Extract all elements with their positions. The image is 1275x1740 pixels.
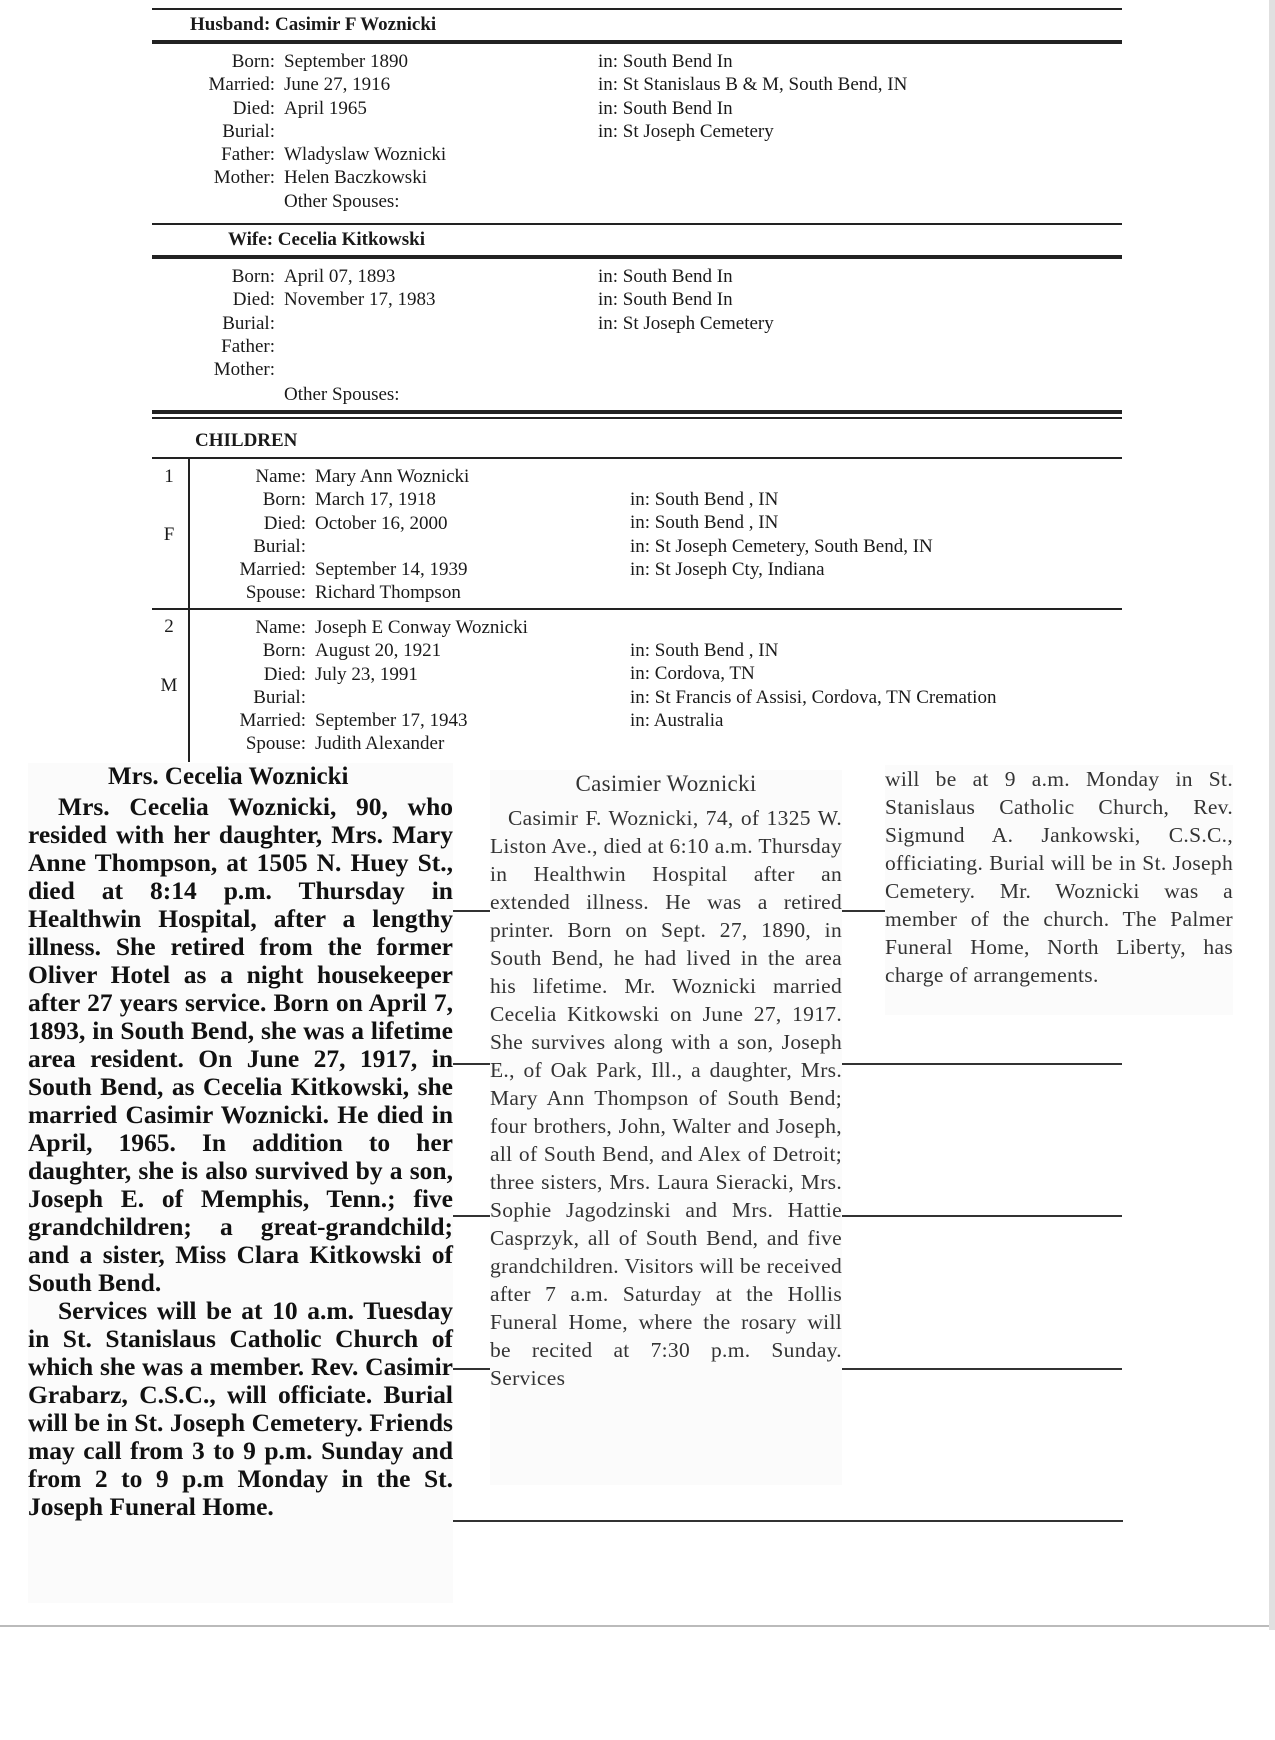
obituary-title: Mrs. Cecelia Woznicki — [108, 763, 349, 790]
husband-father: Wladyslaw Woznicki — [284, 144, 447, 166]
obituary-clipping-cecelia — [28, 763, 453, 1603]
connector-line — [453, 1063, 490, 1065]
husband-born: September 1890 — [284, 51, 409, 72]
connector-line — [842, 1063, 1122, 1065]
wife-mother — [284, 358, 435, 381]
child-label: Married: — [239, 559, 306, 581]
husband-married: June 27, 1916 — [284, 74, 391, 96]
husband-places — [598, 50, 907, 143]
wife-labels — [5, 265, 275, 381]
child-label: Died: — [263, 663, 306, 685]
husband-label: Married: — [208, 74, 275, 96]
child-died: July 23, 1991 — [315, 663, 418, 685]
child-place: in: St Joseph Cty, Indiana — [630, 558, 825, 580]
wife-name: Cecelia Kitkowski — [277, 229, 426, 250]
wife-top-rule — [152, 223, 1122, 225]
wife-label: Born: — [231, 266, 275, 287]
husband-other-spouses: Other Spouses: — [284, 190, 400, 212]
child-burial — [315, 535, 469, 558]
child-married: September 14, 1939 — [315, 559, 468, 581]
obituary-clipping-continuation — [885, 765, 1233, 1015]
child-place: in: St Joseph Cemetery, South Bend, IN — [630, 535, 933, 557]
husband-values — [284, 50, 446, 213]
child-place: in: South Bend , IN — [630, 489, 779, 510]
wife-place: in: South Bend In — [598, 266, 733, 287]
wife-places — [598, 265, 774, 335]
child-born: August 20, 1921 — [315, 640, 442, 662]
child-separator-rule — [152, 608, 1122, 610]
child-name: Mary Ann Woznicki — [315, 466, 470, 487]
connector-line — [842, 1368, 1122, 1370]
child-sex: F — [163, 524, 175, 545]
wife-label: Father: — [221, 335, 275, 357]
wife-father — [284, 335, 435, 358]
husband-rule — [152, 40, 1122, 44]
husband-label: Burial: — [222, 120, 275, 142]
husband-label: Mother: — [213, 167, 275, 189]
children-top-rule-2 — [152, 417, 1122, 419]
child-place: in: Australia — [630, 709, 724, 731]
connector-line — [453, 910, 490, 912]
connector-line — [453, 1215, 490, 1217]
wife-place: in: St Joseph Cemetery — [598, 312, 774, 334]
child-label: Spouse: — [245, 733, 306, 755]
child-label: Died: — [263, 512, 306, 534]
obituary-paragraph: Services will be at 10 a.m. Tuesday in St. Stanislaus Catholic Church of which she was a member. Rev. Casimir Grabarz, C.S.C., will officiate. Burial will be in St. Joseph Cemetery. Friends may call from 3 to 9 p.m. Sunday and from 2 to 9 p.m Monday in the St. Joseph Funeral Home. — [28, 1296, 453, 1521]
child-label: Burial: — [253, 686, 306, 708]
wife-place: in: South Bend In — [598, 289, 733, 311]
connector-line — [453, 1520, 1123, 1522]
wife-label: Mother: — [213, 359, 275, 381]
wife-label: Burial: — [222, 312, 275, 334]
husband-died: April 1965 — [284, 97, 367, 119]
child-label: Burial: — [253, 535, 306, 557]
top-rule — [152, 8, 1122, 10]
connector-line — [453, 1368, 490, 1370]
children-header-rule — [152, 457, 1122, 459]
child-label: Married: — [239, 710, 306, 732]
connector-line — [842, 910, 885, 912]
wife-burial — [284, 312, 435, 335]
husband-place: in: St Stanislaus B & M, South Bend, IN — [598, 74, 908, 96]
child-burial — [315, 686, 528, 709]
husband-place: in: South Bend In — [598, 51, 733, 72]
child-label: Spouse: — [245, 582, 306, 604]
wife-rule — [152, 255, 1122, 259]
child-places — [630, 639, 996, 732]
child-married: September 17, 1943 — [315, 710, 468, 732]
husband-label: Born: — [231, 51, 275, 72]
child-label: Born: — [262, 489, 306, 511]
child-number: 1 — [164, 466, 174, 487]
child-born: March 17, 1918 — [315, 489, 436, 511]
child-place: in: South Bend , IN — [630, 512, 779, 534]
child-sex: M — [160, 675, 178, 696]
child-labels — [36, 616, 306, 756]
husband-header — [190, 14, 436, 36]
child-spouse: Richard Thompson — [315, 582, 461, 604]
husband-label: Died: — [232, 97, 275, 119]
children-top-rule — [152, 410, 1122, 414]
child-label: Born: — [262, 640, 306, 662]
scan-edge — [0, 1625, 1275, 1627]
wife-label: Died: — [232, 289, 275, 311]
child-died: October 16, 2000 — [315, 512, 448, 534]
connector-line — [842, 1215, 1122, 1217]
husband-label: Father: — [221, 144, 275, 166]
child-label: Name: — [255, 466, 306, 487]
scan-shadow — [1269, 0, 1275, 1630]
child-name: Joseph E Conway Woznicki — [315, 617, 528, 638]
husband-labels — [5, 50, 275, 190]
obituary-clipping-casimier — [490, 770, 842, 1485]
husband-mother: Helen Baczkowski — [284, 167, 427, 189]
obituary-title: Casimier Woznicki — [575, 771, 757, 796]
child-place: in: Cordova, TN — [630, 663, 755, 685]
wife-header — [228, 229, 425, 251]
wife-values — [284, 265, 435, 407]
husband-name: Casimir F Woznicki — [275, 14, 437, 35]
obituary-paragraph: Casimir F. Woznicki, 74, of 1325 W. Liston Ave., died at 6:10 a.m. Thursday in Healthwin Hospital after an extended illness. He was a retired printer. Born on Sept. 27, 1890, in South Bend, he had lived in the area his lifetime. Mr. Woznicki married Cecelia Kitkowski on June 27, 1917. She survives along with a son, Joseph E., of Oak Park, Ill., a daughter, Mrs. Mary Ann Thompson of South Bend; four brothers, John, Walter and Joseph, all of South Bend, and Alex of Detroit; three sisters, Mrs. Laura Sieracki, Mrs. Sophie Jagodzinski and Mrs. Hattie Casprzyk, all of South Bend, and five grandchildren. Visitors will be received after 7 a.m. Saturday at the Hollis Funeral Home, where the rosary will be recited at 7:30 p.m. Sunday. Services — [490, 806, 842, 1390]
husband-header-label: Husband: — [190, 14, 271, 35]
child-places — [630, 488, 933, 581]
wife-died: November 17, 1983 — [284, 289, 436, 311]
obituary-paragraph: will be at 9 a.m. Monday in St. Stanislaus Catholic Church, Rev. Sigmund A. Jankowski, C.S.C., officiating. Burial will be in St. Joseph Cemetery. Mr. Woznicki was a member of the church. The Palmer Funeral Home, North Liberty, has charge of arrangements. — [885, 767, 1233, 987]
child-values — [315, 616, 528, 756]
husband-place: in: St Joseph Cemetery — [598, 120, 774, 142]
children-header: CHILDREN — [195, 430, 298, 451]
child-number: 2 — [164, 616, 174, 637]
husband-burial — [284, 120, 446, 143]
wife-header-label: Wife: — [228, 229, 274, 250]
child-spouse: Judith Alexander — [315, 733, 445, 755]
child-values — [315, 465, 469, 605]
child-place: in: South Bend , IN — [630, 640, 779, 661]
child-label: Name: — [255, 617, 306, 638]
wife-other-spouses: Other Spouses: — [284, 384, 400, 406]
child-labels — [36, 465, 306, 605]
obituary-paragraph: Mrs. Cecelia Woznicki, 90, who resided with her daughter, Mrs. Mary Anne Thompson, at 1505 N. Huey St., died at 8:14 p.m. Thursday in Healthwin Hospital, after a lengthy illness. She retired from the former Oliver Hotel as a night housekeeper after 27 years service. Born on April 7, 1893, in South Bend, she was a lifetime area resident. On June 27, 1917, in South Bend, as Cecelia Kitkowski, she married Casimir Woznicki. He died in April, 1965. In addition to her daughter, she is also survived by a son, Joseph E. of Memphis, Tenn.; five grandchildren; a great-grandchild; and a sister, Miss Clara Kitkowski of South Bend. — [28, 792, 453, 1297]
child-place: in: St Francis of Assisi, Cordova, TN Cremation — [630, 686, 997, 708]
wife-born: April 07, 1893 — [284, 266, 396, 287]
husband-place: in: South Bend In — [598, 97, 733, 119]
